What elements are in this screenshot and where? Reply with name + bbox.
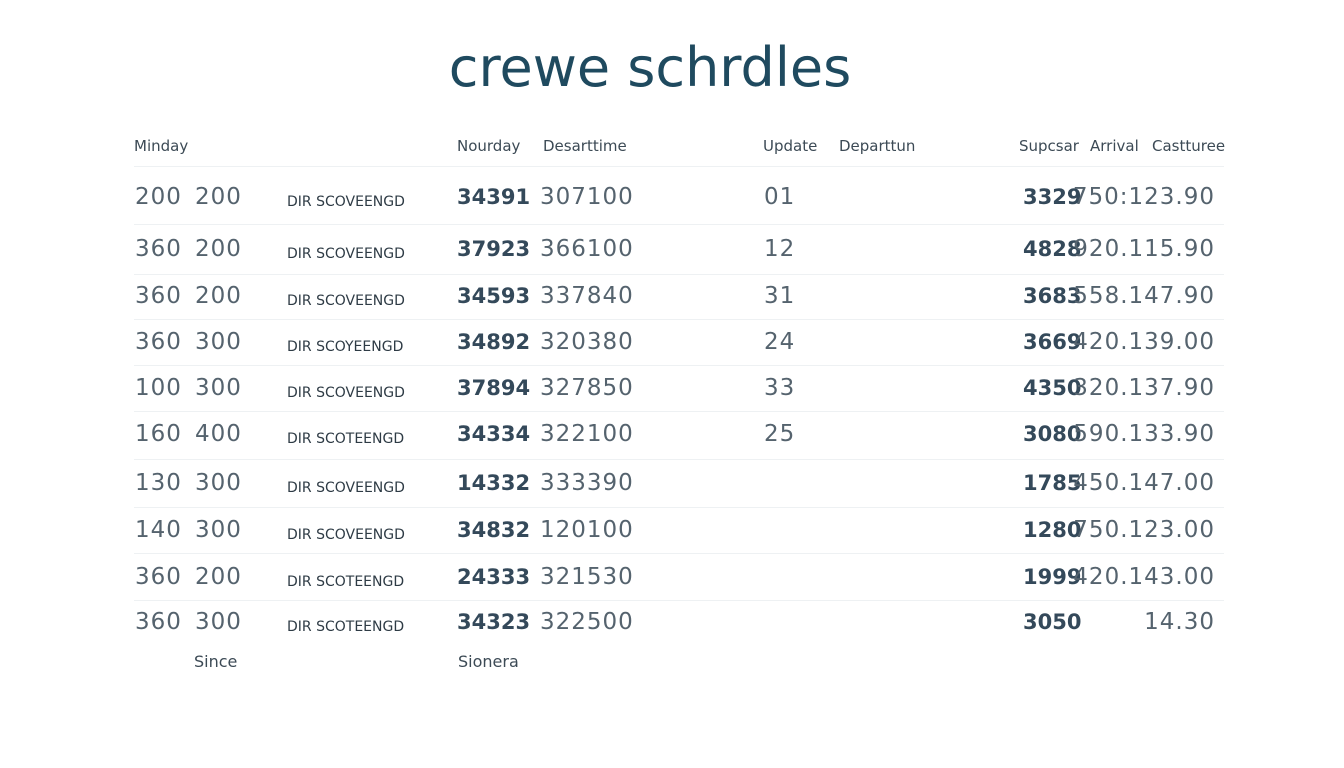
cell-nourday: 37894 — [457, 376, 531, 400]
cell-code: DIR SCOVEENGD — [287, 527, 405, 543]
header-update: Update — [763, 137, 818, 155]
cell-update: 12 — [764, 236, 796, 262]
cell-code: DIR SCOVEENGD — [287, 293, 405, 309]
cell-update: 31 — [764, 283, 796, 309]
cell-minday-a: 360 — [135, 236, 182, 262]
cell-supcsar: 3329 — [1023, 185, 1082, 209]
header-desarttime: Desarttime — [543, 137, 627, 155]
cell-arrival: 420.139.00 — [1073, 329, 1215, 355]
cell-minday-b: 300 — [195, 517, 242, 543]
row-divider — [134, 600, 1224, 601]
cell-minday-a: 100 — [135, 375, 182, 401]
cell-minday-b: 300 — [195, 375, 242, 401]
cell-supcsar: 1785 — [1023, 471, 1082, 495]
cell-desarttime: 322100 — [540, 421, 634, 447]
cell-minday-a: 200 — [135, 184, 182, 210]
cell-desarttime: 321530 — [540, 564, 634, 590]
cell-nourday: 34323 — [457, 610, 531, 634]
cell-minday-b: 200 — [195, 184, 242, 210]
cell-arrival: 558.147.90 — [1073, 283, 1215, 309]
cell-code: DIR SCOVEENGD — [287, 194, 405, 210]
row-divider — [134, 319, 1224, 320]
footer-sionera: Sionera — [458, 652, 519, 671]
header-nourday: Nourday — [457, 137, 521, 155]
header-castturee: Castturee — [1152, 137, 1226, 155]
cell-arrival: 14.30 — [1144, 609, 1215, 635]
cell-desarttime: 320380 — [540, 329, 634, 355]
cell-minday-a: 360 — [135, 329, 182, 355]
row-divider — [134, 274, 1224, 275]
cell-arrival: 450.147.00 — [1073, 470, 1215, 496]
header-minday: Minday — [134, 137, 189, 155]
cell-supcsar: 3050 — [1023, 610, 1082, 634]
cell-nourday: 34832 — [457, 518, 531, 542]
row-divider — [134, 553, 1224, 554]
cell-supcsar: 1999 — [1023, 565, 1082, 589]
cell-nourday: 37923 — [457, 237, 531, 261]
cell-minday-a: 360 — [135, 564, 182, 590]
cell-supcsar: 3080 — [1023, 422, 1082, 446]
cell-desarttime: 333390 — [540, 470, 634, 496]
cell-update: 33 — [764, 375, 796, 401]
cell-code: DIR SCOTEENGD — [287, 574, 405, 590]
cell-desarttime: 307100 — [540, 184, 634, 210]
cell-desarttime: 366100 — [540, 236, 634, 262]
row-divider — [134, 166, 1224, 167]
cell-supcsar: 4828 — [1023, 237, 1082, 261]
cell-desarttime: 322500 — [540, 609, 634, 635]
cell-minday-b: 300 — [195, 609, 242, 635]
cell-supcsar: 3669 — [1023, 330, 1082, 354]
cell-nourday: 14332 — [457, 471, 531, 495]
cell-minday-b: 200 — [195, 236, 242, 262]
cell-minday-b: 400 — [195, 421, 242, 447]
cell-minday-a: 160 — [135, 421, 182, 447]
row-divider — [134, 365, 1224, 366]
cell-desarttime: 337840 — [540, 283, 634, 309]
cell-minday-b: 300 — [195, 329, 242, 355]
cell-minday-a: 140 — [135, 517, 182, 543]
cell-nourday: 34334 — [457, 422, 531, 446]
cell-minday-a: 360 — [135, 609, 182, 635]
cell-minday-b: 300 — [195, 470, 242, 496]
footer-since: Since — [194, 652, 238, 671]
cell-arrival: 320.137.90 — [1073, 375, 1215, 401]
cell-supcsar: 3683 — [1023, 284, 1082, 308]
cell-update: 25 — [764, 421, 796, 447]
cell-desarttime: 327850 — [540, 375, 634, 401]
cell-arrival: 590.133.90 — [1073, 421, 1215, 447]
header-departtun: Departtun — [839, 137, 916, 155]
row-divider — [134, 224, 1224, 225]
cell-minday-a: 130 — [135, 470, 182, 496]
cell-nourday: 34593 — [457, 284, 531, 308]
cell-minday-b: 200 — [195, 564, 242, 590]
cell-arrival: 750.123.00 — [1073, 517, 1215, 543]
cell-arrival: 750:123.90 — [1072, 184, 1215, 210]
row-divider — [134, 411, 1224, 412]
header-supcsar: Supcsar — [1019, 137, 1079, 155]
cell-arrival: 420.143.00 — [1073, 564, 1215, 590]
row-divider — [134, 507, 1224, 508]
cell-code: DIR SCOVEENGD — [287, 480, 405, 496]
cell-minday-b: 200 — [195, 283, 242, 309]
cell-code: DIR SCOYEENGD — [287, 339, 404, 355]
cell-nourday: 34892 — [457, 330, 531, 354]
cell-arrival: 920.115.90 — [1073, 236, 1215, 262]
cell-code: DIR SCOTEENGD — [287, 431, 405, 447]
cell-code: DIR SCOVEENGD — [287, 246, 405, 262]
cell-minday-a: 360 — [135, 283, 182, 309]
cell-nourday: 34391 — [457, 185, 531, 209]
cell-code: DIR SCOTEENGD — [287, 619, 405, 635]
cell-supcsar: 4350 — [1023, 376, 1082, 400]
page-title: crewe schrdles — [448, 36, 852, 99]
cell-update: 01 — [764, 184, 796, 210]
cell-supcsar: 1280 — [1023, 518, 1082, 542]
header-arrival: Arrival — [1090, 137, 1139, 155]
cell-nourday: 24333 — [457, 565, 531, 589]
cell-update: 24 — [764, 329, 796, 355]
cell-desarttime: 120100 — [540, 517, 634, 543]
row-divider — [134, 459, 1224, 460]
cell-code: DIR SCOVEENGD — [287, 385, 405, 401]
